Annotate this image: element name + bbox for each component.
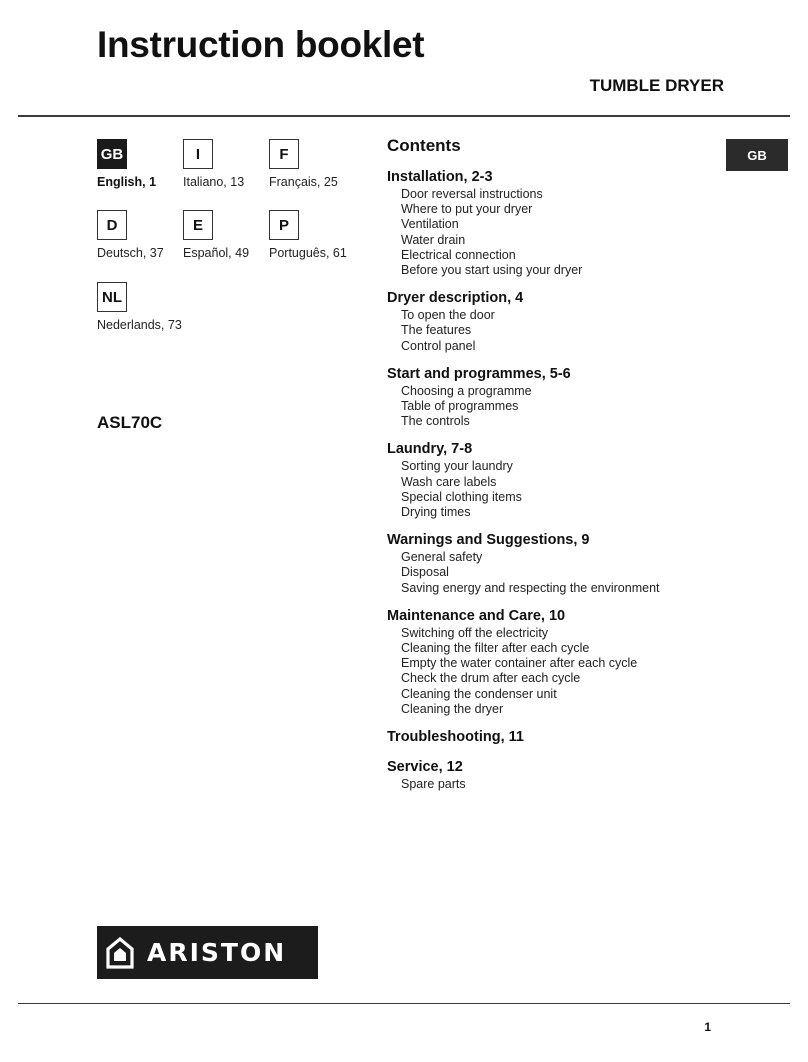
contents-section: [387, 531, 717, 596]
ariston-house-icon: [106, 937, 134, 969]
section-item[interactable]: To open the door: [401, 308, 495, 323]
section-item[interactable]: Before you start using your dryer: [401, 263, 583, 278]
model-number: ASL70C: [97, 413, 163, 432]
section-item[interactable]: Cleaning the condenser unit: [401, 686, 557, 701]
ariston-logo: [97, 926, 318, 979]
contents-section: [387, 758, 717, 792]
section-item[interactable]: Empty the water container after each cycle: [401, 656, 638, 671]
page-number: 1: [704, 1020, 711, 1034]
bottom-divider: [18, 1003, 790, 1004]
section-item[interactable]: Ventilation: [401, 217, 459, 232]
section-item[interactable]: Choosing a programme: [401, 383, 532, 398]
top-divider: [18, 115, 790, 117]
language-code-box: P: [269, 210, 299, 240]
section-item[interactable]: Cleaning the filter after each cycle: [401, 641, 590, 656]
section-heading[interactable]: Warnings and Suggestions, 9: [387, 532, 590, 549]
language-code-box: GB: [97, 139, 127, 169]
section-item[interactable]: Switching off the electricity: [401, 625, 549, 640]
section-heading[interactable]: Dryer description, 4: [387, 290, 524, 307]
contents-title: Contents: [387, 136, 461, 155]
logo-text: ARISTON: [147, 938, 287, 967]
section-heading[interactable]: Service, 12: [387, 759, 463, 776]
contents-section: [387, 607, 717, 717]
language-code-box: I: [183, 139, 213, 169]
language-label: Português, 61: [269, 246, 347, 260]
section-item[interactable]: The features: [401, 323, 472, 338]
section-item[interactable]: Cleaning the dryer: [401, 701, 504, 716]
table-of-contents: [387, 136, 717, 803]
section-item[interactable]: Door reversal instructions: [401, 187, 543, 201]
language-f[interactable]: [269, 139, 389, 189]
section-heading[interactable]: Installation, 2-3: [387, 169, 493, 185]
section-item[interactable]: Wash care labels: [401, 474, 497, 489]
section-item[interactable]: Control panel: [401, 338, 476, 353]
page-title: Instruction booklet: [97, 24, 425, 65]
section-item[interactable]: Sorting your laundry: [401, 459, 513, 474]
section-item[interactable]: Table of programmes: [401, 399, 519, 414]
language-code-box: NL: [97, 282, 127, 312]
contents-section: [387, 440, 717, 520]
language-nl[interactable]: [97, 282, 217, 332]
section-item[interactable]: Water drain: [401, 232, 466, 247]
language-label: Français, 25: [269, 175, 338, 189]
contents-section: [387, 168, 717, 278]
section-item[interactable]: Disposal: [401, 565, 449, 580]
language-code-box: D: [97, 210, 127, 240]
contents-section: [387, 289, 717, 354]
section-heading[interactable]: Maintenance and Care, 10: [387, 607, 566, 624]
section-item[interactable]: The controls: [401, 414, 470, 429]
contents-section: [387, 365, 717, 430]
language-label: English, 1: [97, 175, 157, 189]
language-label: Nederlands, 73: [97, 318, 182, 332]
section-item[interactable]: Saving energy and respecting the environment: [401, 580, 660, 595]
section-item[interactable]: General safety: [401, 550, 483, 565]
section-item[interactable]: Spare parts: [401, 777, 466, 792]
language-label: Español, 49: [183, 246, 250, 260]
section-heading[interactable]: Laundry, 7-8: [387, 441, 473, 458]
section-item[interactable]: Check the drum after each cycle: [401, 671, 581, 686]
section-heading[interactable]: Start and programmes, 5-6: [387, 365, 571, 382]
contents-sections: [387, 168, 717, 792]
section-item[interactable]: Drying times: [401, 505, 471, 520]
section-item[interactable]: Where to put your dryer: [401, 202, 533, 217]
language-side-tab: GB: [726, 139, 788, 171]
section-heading[interactable]: Troubleshooting, 11: [387, 729, 524, 746]
product-type: TUMBLE DRYER: [589, 76, 724, 95]
language-label: Italiano, 13: [183, 175, 245, 189]
section-item[interactable]: Electrical connection: [401, 247, 516, 262]
language-p[interactable]: [269, 210, 389, 260]
section-item[interactable]: Special clothing items: [401, 489, 522, 504]
contents-section: [387, 728, 717, 747]
language-code-box: E: [183, 210, 213, 240]
language-code-box: F: [269, 139, 299, 169]
language-label: Deutsch, 37: [97, 246, 164, 260]
